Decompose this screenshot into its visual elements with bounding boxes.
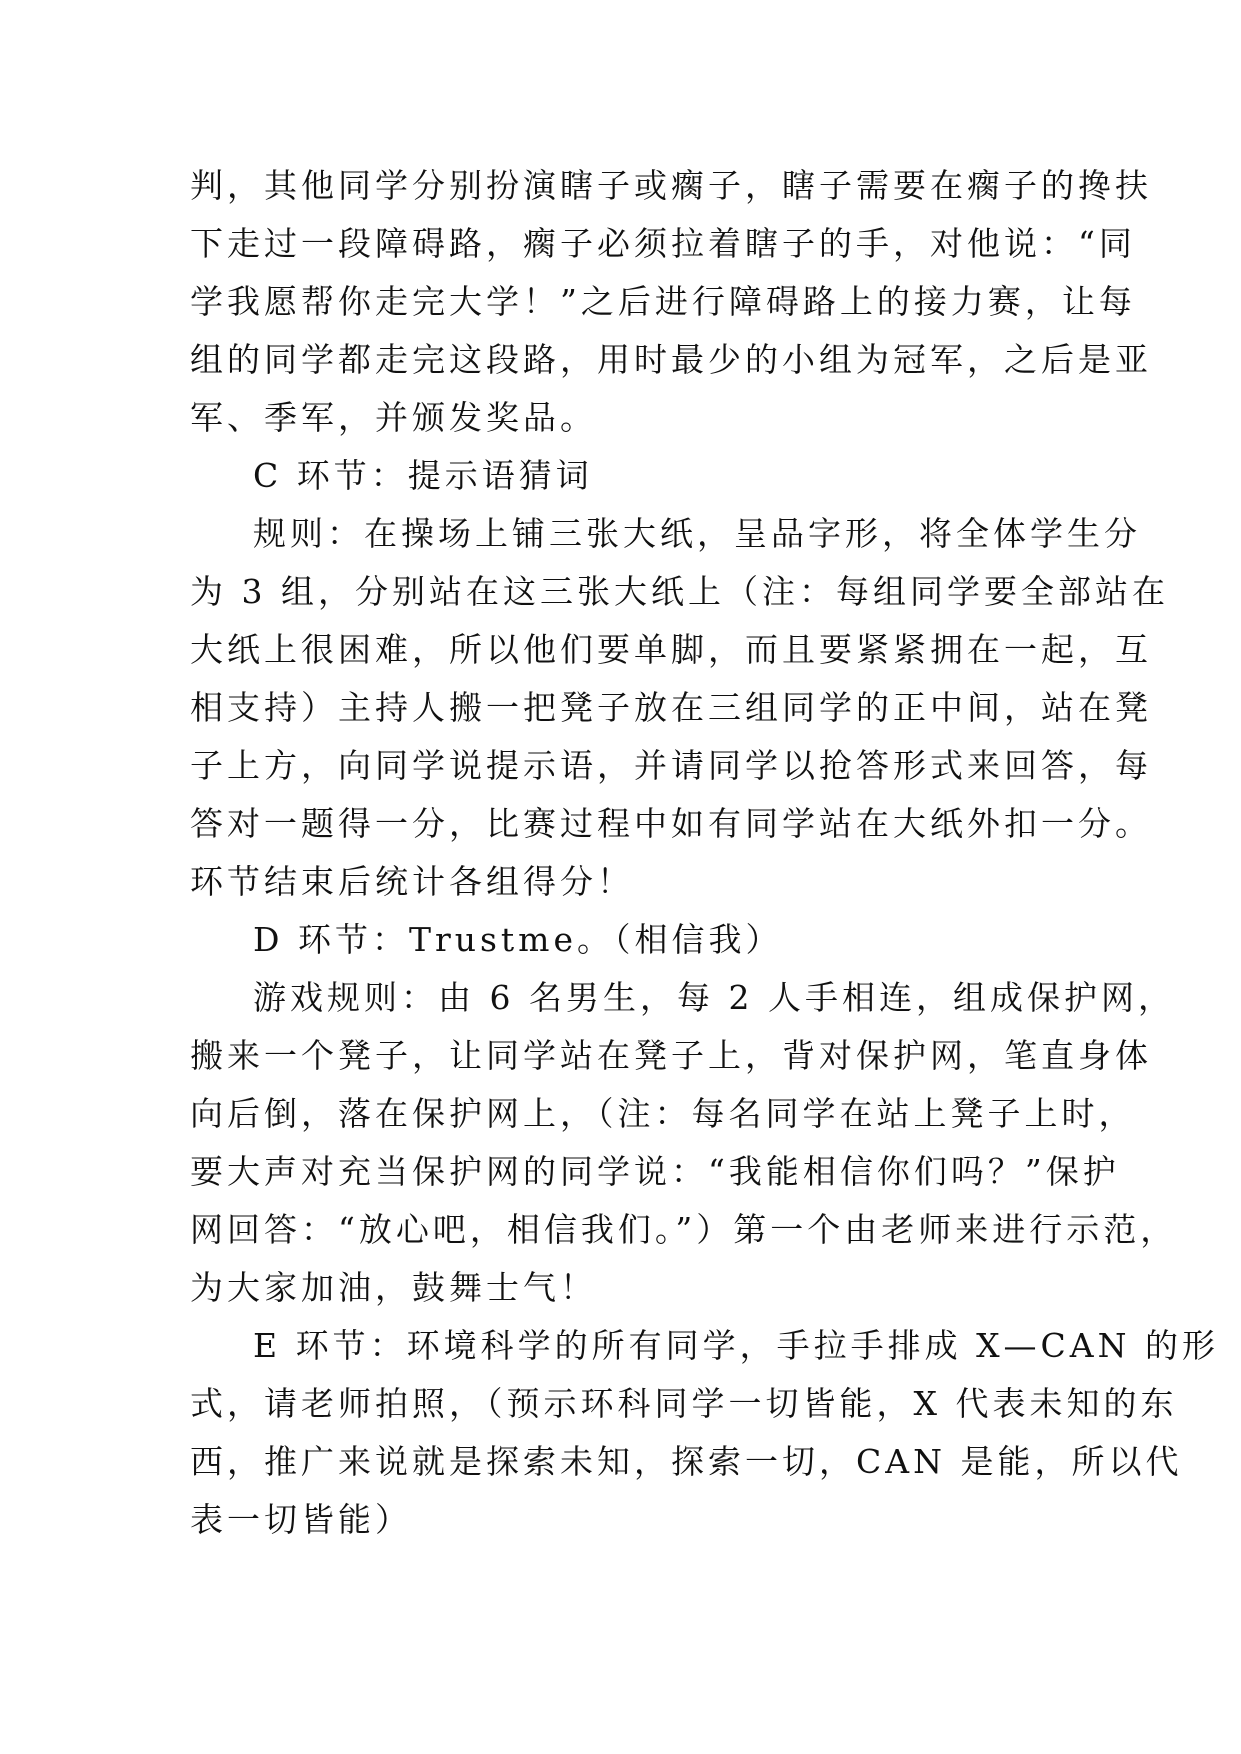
body-text-line: 判，其他同学分别扮演瞎子或瘸子，瞎子需要在瘸子的搀扶: [190, 166, 1152, 205]
rules-text-line: 规则：在操场上铺三张大纸，呈品字形，将全体学生分: [253, 514, 1141, 553]
body-text-line: 学我愿帮你走完大学！”之后进行障碍路上的接力赛，让每: [190, 282, 1136, 321]
body-text-line: 下走过一段障碍路，瘸子必须拉着瞎子的手，对他说：“同: [190, 224, 1136, 263]
body-text-line: 子上方，向同学说提示语，并请同学以抢答形式来回答，每: [190, 746, 1152, 785]
body-text-line: 西，推广来说就是探索未知，探索一切，CAN 是能，所以代: [190, 1442, 1183, 1481]
body-text-line: 军、季军，并颁发奖品。: [190, 398, 597, 437]
body-text-line: 相支持）主持人搬一把凳子放在三组同学的正中间，站在凳: [190, 688, 1152, 727]
body-text-line: 组的同学都走完这段路，用时最少的小组为冠军，之后是亚: [190, 340, 1152, 379]
body-text-line: 式，请老师拍照，（预示环科同学一切皆能，X 代表未知的东: [190, 1384, 1178, 1423]
body-text-line: 要大声对充当保护网的同学说：“我能相信你们吗？”保护: [190, 1152, 1120, 1191]
body-text-line: 环节结束后统计各组得分！: [190, 862, 634, 901]
body-text-line: 网回答：“放心吧，相信我们。”）第一个由老师来进行示范，: [190, 1210, 1178, 1249]
section-heading-e: E 环节：环境科学的所有同学，手拉手排成 X—CAN 的形: [253, 1326, 1220, 1365]
body-text-line: 答对一题得一分，比赛过程中如有同学站在大纸外扣一分。: [190, 804, 1152, 843]
body-text-line: 为大家加油，鼓舞士气！: [190, 1268, 597, 1307]
body-text-line: 大纸上很困难，所以他们要单脚，而且要紧紧拥在一起，互: [190, 630, 1152, 669]
body-text-line: 搬来一个凳子，让同学站在凳子上，背对保护网，笔直身体: [190, 1036, 1152, 1075]
section-heading-c: C 环节：提示语猜词: [253, 456, 593, 495]
body-text-line: 为 3 组，分别站在这三张大纸上（注：每组同学要全部站在: [190, 572, 1169, 611]
body-text-line: 向后倒，落在保护网上，（注：每名同学在站上凳子上时，: [190, 1094, 1136, 1133]
body-text-line: 表一切皆能）: [190, 1500, 412, 1539]
rules-text-line: 游戏规则：由 6 名男生，每 2 人手相连，组成保护网，: [253, 978, 1175, 1017]
section-heading-d: D 环节：Trustme。（相信我）: [253, 920, 783, 959]
